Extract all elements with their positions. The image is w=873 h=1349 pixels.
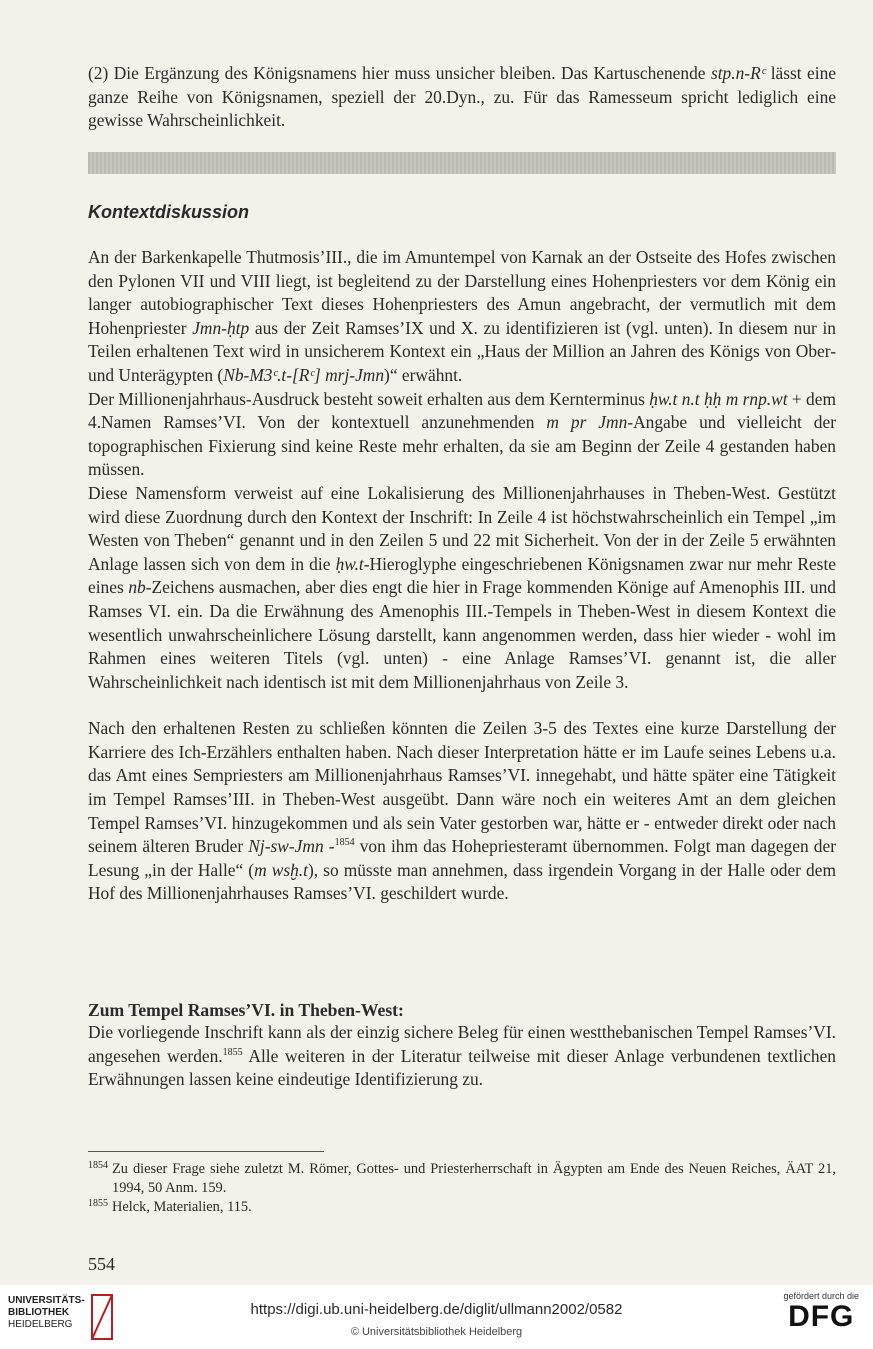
page-number: 554 bbox=[88, 1254, 115, 1274]
paragraph-2: Der Millionenjahrhaus-Ausdruck besteht soweit erhalten aus dem Kernterminus ḥw.t n.t ḥḥ m rnp.wt + dem 4.Namen Ramses’VI. Von der kontextuell anzunehmenden m pr Jmn-Angabe und vielleicht der topographischen Fixierung sind keine Reste mehr erhalten, da sie am Beginn der Zeile 4 gestanden haben müssen. bbox=[88, 388, 836, 480]
text-run: (2) Die Ergänzung des Königsnamens hier muss unsicher bleiben. Das Kartuschenende bbox=[88, 63, 711, 83]
dfg-logo[interactable]: gefördert durch die DFG bbox=[783, 1291, 859, 1333]
paragraph-5: Die vorliegende Inschrift kann als der einzig sichere Beleg für einen westthebanischen Tempel Ramses’VI. angesehen werden.$^{1855}$ Alle weiteren in der Literatur teilweise mit dieser Anlage verbundenen textlichen Erwähnungen lassen keine eindeutige Identifizierung zu. bbox=[88, 1022, 836, 1090]
viewer-footer bbox=[0, 1285, 873, 1349]
footnote-ref[interactable]: 1855 bbox=[222, 1046, 243, 1058]
paragraph-1: An der Barkenkapelle Thutmosis’III., die im Amuntempel von Karnak an der Ostseite des Hofes zwischen den Pylonen VII und VIII liegt, ist begleitend zu der Darstellung eines Hohenpriesters vor dem König ein langer autobiographischer Text dieses Hohenpriesters des Amun angebracht, der vermutlich mit dem Hohenpriester Jmn-ḥtp aus der Zeit Ramses’IX und X. zu identifizieren ist (vgl. unten). In diesem nur in Teilen erhaltenen Text wird in unsicherem Kontext ein „Haus der Million an Jahren des Königs von Ober- und Unterägypten (Nb-M3ᶜ.t-[Rᶜ] mrj-Jmn)“ erwähnt. bbox=[88, 247, 837, 385]
top-paragraph bbox=[88, 62, 836, 133]
footnote-number: 1855 bbox=[88, 1198, 108, 1209]
subheading: Zum Tempel Ramses’VI. in Theben-West: bbox=[88, 1000, 404, 1020]
text-run: lässt eine ganze Reihe von Königsnamen, speziell der 20.Dyn., zu. Für das Ramesseum spricht lediglich eine gewisse Wahrscheinlichkeit. bbox=[88, 63, 836, 131]
footnote-rule bbox=[88, 1151, 324, 1152]
italic-run: stp.n-Rᶜ bbox=[710, 63, 766, 83]
footnote-text: Zu dieser Frage siehe zuletzt M. Römer, Gottes- und Priesterherrschaft in Ägypten am Ende des Neuen Reiches, ÄAT 21, 1994, 50 Anm. 159. bbox=[112, 1161, 836, 1196]
footnotes bbox=[88, 1160, 836, 1217]
section-heading: Kontextdiskussion bbox=[88, 202, 250, 222]
footnote-text: Helck, Materialien, 115. bbox=[112, 1199, 252, 1215]
footnote bbox=[88, 1160, 836, 1198]
paragraph-3: Diese Namensform verweist auf eine Lokalisierung des Millionenjahrhauses in Theben-West. Gestützt wird diese Zuordnung durch den Kontext der Inschrift: In Zeile 4 ist höchstwahrscheinlich ein Tempel „im Westen von Theben“ genannt und in den Zeilen 5 und 22 mit Sicherheit. Von der in der Zeile 5 erwähnten Anlage lassen sich von dem in die ḥw.t-Hieroglyphe eingeschriebenen Königsnamen zwar nur mehr Reste eines nb-Zeichens ausmachen, aber dies engt die hier in Frage kommenden Könige auf Amenophis III. und Ramses VI. ein. Da die Erwähnung des Amenophis III.-Tempels in Theben-West in diesem Kontext die wesentlich unwahrscheinlichere Lösung darstellt, kann angenommen werden, dass hier wieder - wohl im Rahmen eines weiteren Titels (vgl. unten) - eine Anlage Ramses’VI. genannt ist, die aller Wahrscheinlichkeit nach identisch ist mit dem Millionenjahrhaus von Zeile 3. bbox=[88, 482, 836, 692]
library-logo[interactable]: UNIVERSITÄTS- BIBLIOTHEK HEIDELBERG bbox=[8, 1295, 85, 1330]
footnote-ref[interactable]: 1854 bbox=[334, 837, 355, 849]
permalink-url[interactable]: https://digi.ub.uni-heidelberg.de/diglit/ullmann2002/0582 bbox=[250, 1301, 623, 1318]
bleed-through-band bbox=[88, 152, 836, 174]
body-text bbox=[88, 246, 836, 906]
footnote bbox=[88, 1198, 836, 1217]
footnote-number: 1854 bbox=[88, 1160, 108, 1171]
copyright-notice: © Universitätsbibliothek Heidelberg bbox=[350, 1326, 523, 1338]
paragraph-4: Nach den erhaltenen Resten zu schließen könnten die Zeilen 3-5 des Textes eine kurze Darstellung der Karriere des Ich-Erzählers enthalten haben. Nach dieser Interpretation hätte er im Laufe seines Lebens u.a. das Amt eines Sempriesters am Millionenjahrhaus Ramses’VI. innegehabt, und hätte später eine Tätigkeit im Tempel Ramses’III. in Theben-West ausgeübt. Dann wäre noch ein weiteres Amt an dem gleichen Tempel Ramses’VI. hinzugekommen und als sein Vater gestorben war, hätte er - entweder direkt oder nach seinem älteren Bruder Nj-sw-Jmn -$^{1854}$ von ihm das Hohepriesteramt übernommen. Folgt man dagegen der Lesung „in der Halle“ (m wsḫ.t), so müsste man annehmen, dass irgendein Vorgang in der Halle oder dem Hof des Millionenjahrhauses Ramses’VI. geschildert wurde. bbox=[88, 718, 837, 904]
